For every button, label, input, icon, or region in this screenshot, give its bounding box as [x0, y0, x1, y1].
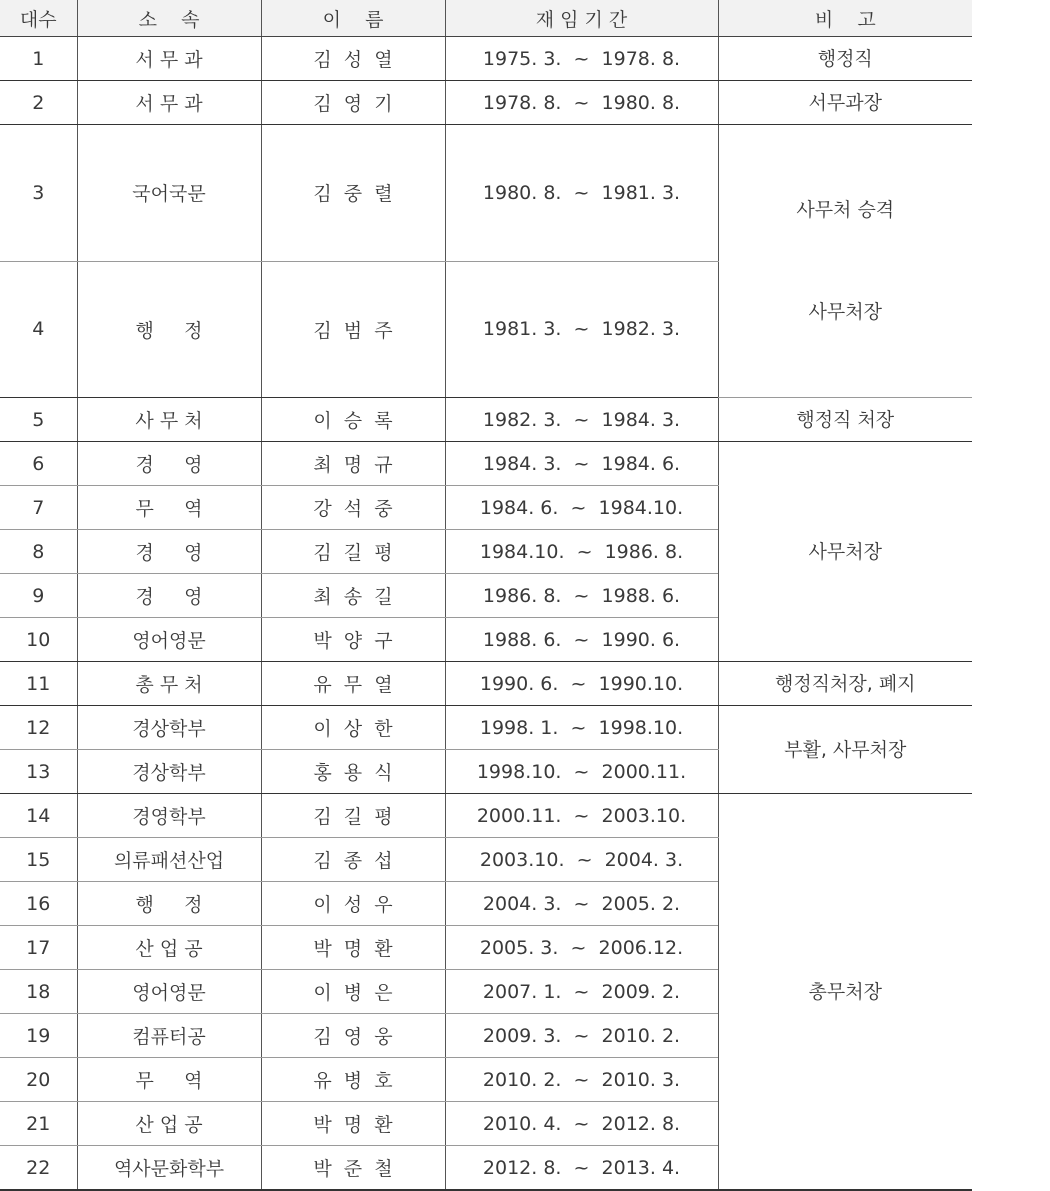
cell-tenure: 2004. 3. ~ 2005. 2. [445, 882, 718, 926]
cell-term-no: 19 [0, 1014, 77, 1058]
cell-department: 산 업 공 [77, 1102, 261, 1146]
cell-remark: 행정직처장, 폐지 [718, 662, 972, 706]
cell-name: 김 영 웅 [261, 1014, 445, 1058]
table-row [0, 125, 972, 262]
cell-term-no: 13 [0, 750, 77, 794]
cell-name: 김 길 평 [261, 794, 445, 838]
cell-term-no: 20 [0, 1058, 77, 1102]
cell-remark: 사무처장 [718, 442, 972, 662]
cell-tenure: 1981. 3. ~ 1982. 3. [445, 261, 718, 398]
cell-tenure: 1980. 8. ~ 1981. 3. [445, 125, 718, 262]
cell-name: 이 병 은 [261, 970, 445, 1014]
cell-remark: 행정직 [718, 37, 972, 81]
cell-department: 국어국문 [77, 125, 261, 262]
cell-tenure: 1998.10. ~ 2000.11. [445, 750, 718, 794]
cell-tenure: 1984.10. ~ 1986. 8. [445, 530, 718, 574]
cell-department: 역사문화학부 [77, 1146, 261, 1191]
cell-term-no: 16 [0, 882, 77, 926]
cell-department: 경 영 [77, 442, 261, 486]
cell-department: 경 영 [77, 574, 261, 618]
cell-tenure: 1984. 3. ~ 1984. 6. [445, 442, 718, 486]
cell-term-no: 8 [0, 530, 77, 574]
remark-line: 사무처장 [808, 301, 882, 323]
cell-department: 영어영문 [77, 618, 261, 662]
cell-term-no: 14 [0, 794, 77, 838]
table-row [0, 81, 972, 125]
cell-department: 영어영문 [77, 970, 261, 1014]
cell-name: 박 명 환 [261, 926, 445, 970]
header-remarks: 비 고 [718, 0, 972, 37]
cell-name: 강 석 중 [261, 486, 445, 530]
header-department: 소 속 [77, 0, 261, 37]
remark-line: 사무처 승격 [796, 199, 895, 221]
cell-department: 총 무 처 [77, 662, 261, 706]
cell-department: 서 무 과 [77, 37, 261, 81]
cell-term-no: 11 [0, 662, 77, 706]
cell-tenure: 2005. 3. ~ 2006.12. [445, 926, 718, 970]
header-name: 이 름 [261, 0, 445, 37]
cell-tenure: 1978. 8. ~ 1980. 8. [445, 81, 718, 125]
cell-term-no: 7 [0, 486, 77, 530]
cell-name: 김 중 렬 [261, 125, 445, 262]
cell-remark [718, 125, 972, 398]
table-body [0, 37, 972, 1191]
cell-name: 유 병 호 [261, 1058, 445, 1102]
cell-name: 박 양 구 [261, 618, 445, 662]
cell-department: 무 역 [77, 1058, 261, 1102]
cell-department: 경상학부 [77, 706, 261, 750]
cell-term-no: 15 [0, 838, 77, 882]
cell-tenure: 1998. 1. ~ 1998.10. [445, 706, 718, 750]
cell-tenure: 1990. 6. ~ 1990.10. [445, 662, 718, 706]
cell-tenure: 2012. 8. ~ 2013. 4. [445, 1146, 718, 1191]
table-row [0, 442, 972, 486]
cell-department: 의류패션산업 [77, 838, 261, 882]
cell-department: 서 무 과 [77, 81, 261, 125]
cell-term-no: 10 [0, 618, 77, 662]
cell-department: 경영학부 [77, 794, 261, 838]
cell-name: 최 명 규 [261, 442, 445, 486]
cell-department: 경 영 [77, 530, 261, 574]
cell-tenure: 2007. 1. ~ 2009. 2. [445, 970, 718, 1014]
table-row [0, 794, 972, 838]
cell-tenure: 1975. 3. ~ 1978. 8. [445, 37, 718, 81]
cell-term-no: 4 [0, 261, 77, 398]
cell-term-no: 22 [0, 1146, 77, 1191]
cell-department: 경상학부 [77, 750, 261, 794]
cell-term-no: 9 [0, 574, 77, 618]
cell-tenure: 2009. 3. ~ 2010. 2. [445, 1014, 718, 1058]
table-row [0, 37, 972, 81]
cell-term-no: 12 [0, 706, 77, 750]
cell-name: 김 영 기 [261, 81, 445, 125]
cell-name: 박 명 환 [261, 1102, 445, 1146]
cell-tenure: 2000.11. ~ 2003.10. [445, 794, 718, 838]
header-row [0, 0, 972, 37]
cell-term-no: 1 [0, 37, 77, 81]
cell-tenure: 1982. 3. ~ 1984. 3. [445, 398, 718, 442]
cell-name: 이 승 록 [261, 398, 445, 442]
cell-tenure: 1986. 8. ~ 1988. 6. [445, 574, 718, 618]
cell-tenure: 1988. 6. ~ 1990. 6. [445, 618, 718, 662]
cell-department: 컴퓨터공 [77, 1014, 261, 1058]
cell-department: 산 업 공 [77, 926, 261, 970]
cell-term-no: 17 [0, 926, 77, 970]
table-row [0, 706, 972, 750]
cell-name: 김 성 열 [261, 37, 445, 81]
cell-remark: 부활, 사무처장 [718, 706, 972, 794]
cell-tenure: 2003.10. ~ 2004. 3. [445, 838, 718, 882]
table-row [0, 662, 972, 706]
cell-term-no: 6 [0, 442, 77, 486]
cell-term-no: 21 [0, 1102, 77, 1146]
cell-term-no: 5 [0, 398, 77, 442]
cell-name: 최 송 길 [261, 574, 445, 618]
cell-department: 무 역 [77, 486, 261, 530]
header-tenure: 재 임 기 간 [445, 0, 718, 37]
cell-name: 김 종 섭 [261, 838, 445, 882]
cell-department: 행 정 [77, 882, 261, 926]
cell-name: 박 준 철 [261, 1146, 445, 1191]
cell-remark: 총무처장 [718, 794, 972, 1191]
cell-remark: 서무과장 [718, 81, 972, 125]
cell-name: 홍 용 식 [261, 750, 445, 794]
cell-tenure: 1984. 6. ~ 1984.10. [445, 486, 718, 530]
table-row [0, 398, 972, 442]
cell-name: 유 무 열 [261, 662, 445, 706]
table-header [0, 0, 972, 37]
cell-tenure: 2010. 4. ~ 2012. 8. [445, 1102, 718, 1146]
cell-department: 사 무 처 [77, 398, 261, 442]
cell-term-no: 18 [0, 970, 77, 1014]
cell-term-no: 3 [0, 125, 77, 262]
header-term-no: 대수 [0, 0, 77, 37]
cell-department: 행 정 [77, 261, 261, 398]
cell-name: 이 성 우 [261, 882, 445, 926]
cell-term-no: 2 [0, 81, 77, 125]
cell-name: 김 길 평 [261, 530, 445, 574]
cell-tenure: 2010. 2. ~ 2010. 3. [445, 1058, 718, 1102]
cell-remark: 행정직 처장 [718, 398, 972, 442]
cell-name: 김 범 주 [261, 261, 445, 398]
cell-name: 이 상 한 [261, 706, 445, 750]
